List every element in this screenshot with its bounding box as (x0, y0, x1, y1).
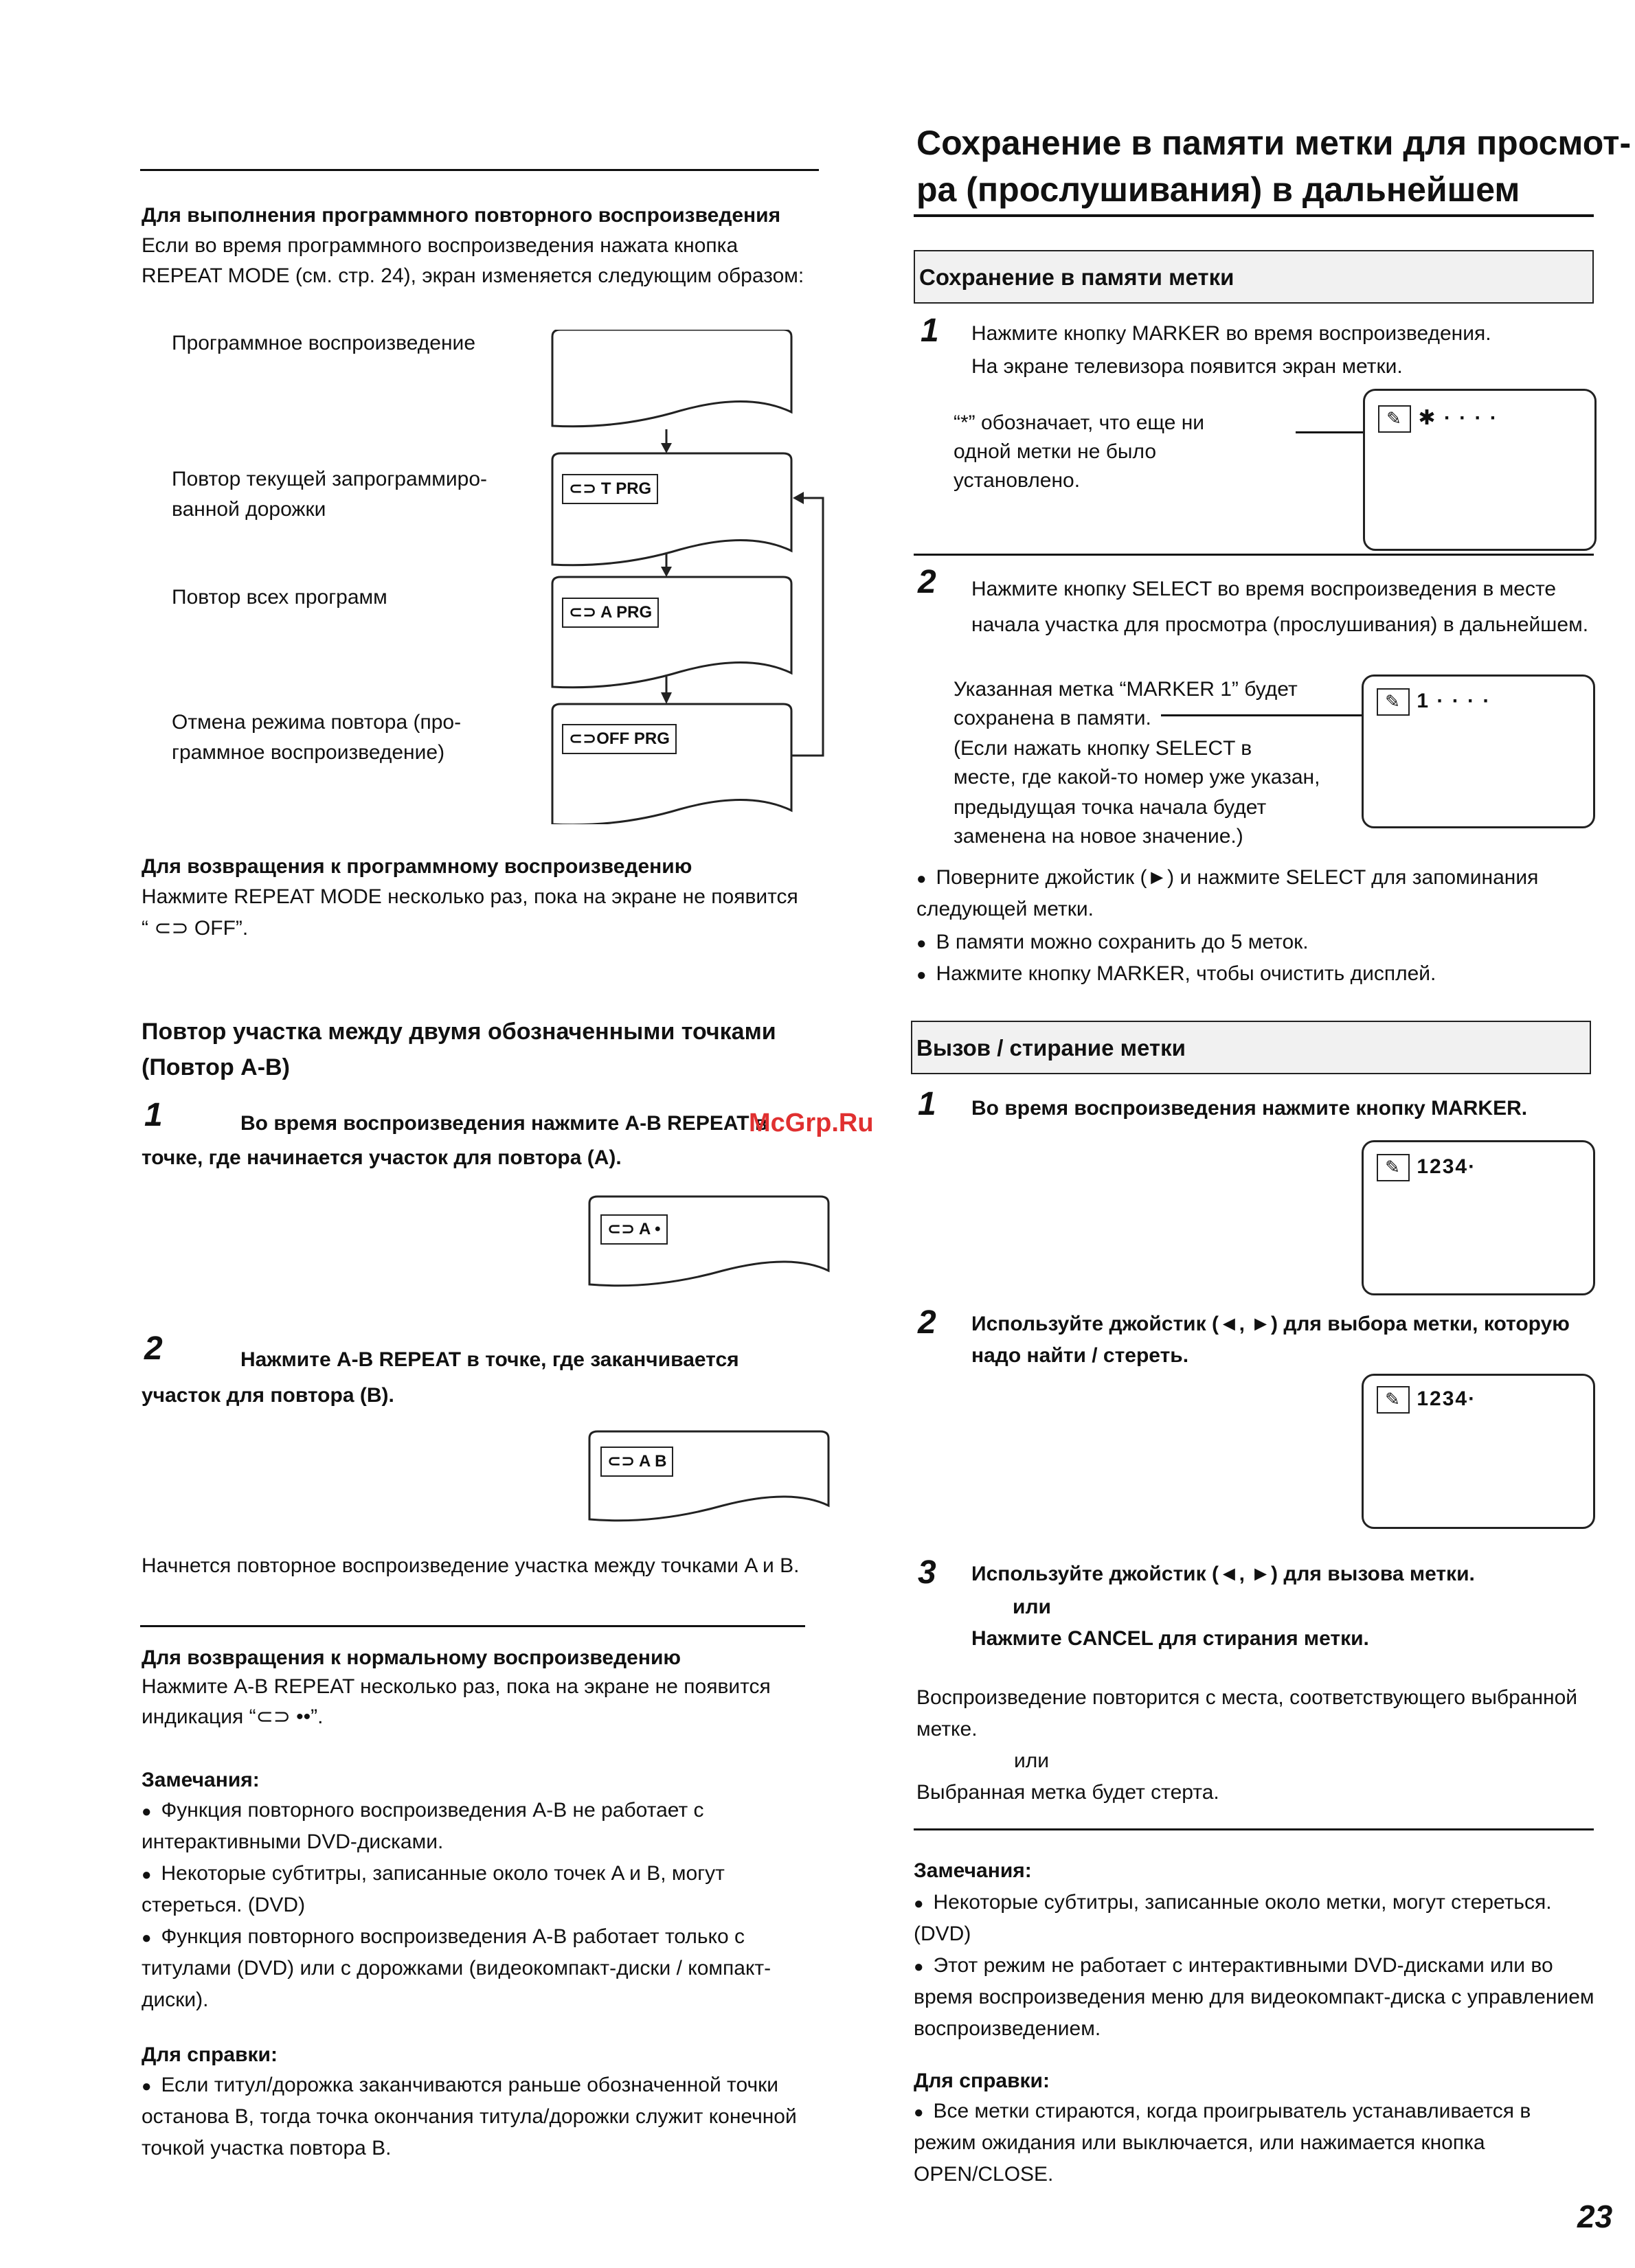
left-ref-2: останова B, тогда точка окончания титула/дорожки служит конечной (142, 2105, 797, 2128)
save-step-1-note-2: одной метки не было (954, 440, 1157, 463)
return-norm-heading: Для возвращения к нормальному воспроизведению (142, 1646, 681, 1669)
title-rule (914, 214, 1594, 217)
watermark: McGrp.Ru (749, 1109, 874, 1137)
osd-ab-ab: ⊂⊃ A B (600, 1447, 673, 1477)
ab-step-1-line-2: точке, где начинается участок для повтора (A). (142, 1146, 622, 1169)
recall-step-3-number: 3 (918, 1554, 936, 1591)
right-note-1a: ● Некоторые субтитры, записанные около метки, могут стереться. (914, 1887, 1552, 1919)
recall-result-or: или (1014, 1749, 1050, 1772)
save-step-1-line-2: На экране телевизора появится экран метки. (971, 355, 1403, 378)
pen-icon: ✎ (1378, 405, 1411, 433)
left-ref-3: точкой участка повтора B. (142, 2137, 392, 2159)
diagram-label-cancel-2: граммное воспроизведение) (172, 741, 445, 764)
left-note-2b: стереться. (DVD) (142, 1894, 306, 1916)
left-note-2a: ● Некоторые субтитры, записанные около точек A и B, могут (142, 1859, 725, 1890)
rule-right-notes (914, 1828, 1594, 1830)
right-ref-1: ● Все метки стираются, когда проигрыватель устанавливается в (914, 2096, 1531, 2128)
box-save-marker: Сохранение в памяти метки (914, 250, 1594, 304)
return-prog-heading: Для возвращения к программному воспроизведению (142, 855, 692, 878)
page-number: 23 (1577, 2199, 1613, 2234)
ab-step-2-line-2: участок для повтора (B). (142, 1384, 394, 1407)
diagram-label-repeat-track-2: ванной дорожки (172, 498, 326, 521)
recall-step-1-number: 1 (918, 1086, 936, 1122)
ab-heading-1: Повтор участка между двумя обозначенными точками (142, 1019, 776, 1045)
ab-result: Начнется повторное воспроизведение участка между точками A и B. (142, 1554, 800, 1577)
save-step-2-note-3: (Если нажать кнопку SELECT в (954, 737, 1252, 760)
save-step-1-note-3: установлено. (954, 469, 1081, 492)
diagram-label-cancel-1: Отмена режима повтора (про- (172, 711, 462, 734)
save-bullet-1a: ● Поверните джойстик (►) и нажмите SELECT для запоминания (916, 863, 1538, 894)
recall-result-2: метке. (916, 1718, 978, 1740)
save-step-2-note-4: месте, где какой-то номер уже указан, (954, 766, 1320, 789)
return-prog-text-2: “ ⊂⊃ OFF”. (142, 917, 249, 940)
save-bullet-3: ● Нажмите кнопку MARKER, чтобы очистить дисплей. (916, 959, 1436, 990)
left-notes-heading: Замечания: (142, 1769, 260, 1791)
osd-ab-a: ⊂⊃ A • (600, 1214, 668, 1245)
rule-step-2 (914, 554, 1594, 556)
ab-step-2-line-1: Нажмите A-B REPEAT в точке, где заканчивается (240, 1348, 739, 1371)
ab-step-1-line-1: Во время воспроизведения нажмите A-B REPEAT в (240, 1112, 768, 1135)
osd-marker-1234: ✎ 1234· (1377, 1154, 1476, 1181)
recall-result-3: Выбранная метка будет стерта. (916, 1781, 1219, 1804)
save-step-2-line-1: Нажмите кнопку SELECT во время воспроизведения в месте (971, 578, 1557, 600)
osd-marker-1: ✎ 1 · · · · (1377, 688, 1491, 716)
callout-line-2 (1161, 714, 1367, 716)
osd-marker-select: ✎ 1234· (1377, 1386, 1476, 1414)
pen-icon: ✎ (1377, 1386, 1410, 1414)
left-ref-1: ● Если титул/дорожка заканчиваются раньше обозначенной точки (142, 2070, 778, 2102)
ab-step-1-number: 1 (144, 1097, 163, 1133)
recall-step-3-line-2: Нажмите CANCEL для стирания метки. (971, 1627, 1369, 1650)
diagram-label-program: Программное воспроизведение (172, 332, 476, 354)
left-ref-heading: Для справки: (142, 2043, 278, 2066)
left-note-3c: диски). (142, 1988, 209, 2011)
right-note-2c: воспроизведением. (914, 2017, 1101, 2040)
recall-result-1: Воспроизведение повторится с места, соответствующего выбранной (916, 1686, 1578, 1709)
pen-icon: ✎ (1377, 688, 1410, 716)
left-note-1b: интерактивными DVD-дисками. (142, 1830, 444, 1853)
prog-text-1: Если во время программного воспроизведения нажата кнопка (142, 234, 738, 257)
prog-heading: Для выполнения программного повторного воспроизведения (142, 204, 781, 227)
left-note-3b: титулами (DVD) или с дорожками (видеокомпакт-диски / компакт- (142, 1957, 771, 1980)
save-step-1-line-1: Нажмите кнопку MARKER во время воспроизведения. (971, 322, 1491, 345)
ab-heading-2: (Повтор A-B) (142, 1054, 290, 1080)
prog-text-2: REPEAT MODE (см. стр. 24), экран изменяется следующим образом: (142, 264, 804, 287)
save-step-2-note-2: сохранена в памяти. (954, 707, 1151, 729)
right-note-1b: (DVD) (914, 1923, 971, 1945)
save-step-1-note-1: “*” обозначает, что еще ни (954, 411, 1205, 434)
right-ref-2: режим ожидания или выключается, или нажимается кнопка (914, 2131, 1485, 2154)
recall-step-3-line-1: Используйте джойстик (◄, ►) для вызова метки. (971, 1563, 1475, 1585)
diagram-label-repeat-all: Повтор всех программ (172, 586, 387, 609)
save-step-2-note-6: заменена на новое значение.) (954, 825, 1243, 848)
left-note-1a: ● Функция повторного воспроизведения A-B не работает с (142, 1795, 704, 1827)
pen-icon: ✎ (1377, 1154, 1410, 1181)
recall-step-2-line-1: Используйте джойстик (◄, ►) для выбора метки, которую (971, 1313, 1570, 1335)
top-rule-left (140, 169, 819, 171)
recall-step-2-number: 2 (918, 1304, 936, 1341)
rule-left-return (140, 1625, 805, 1627)
recall-step-2-line-2: надо найти / стереть. (971, 1344, 1189, 1367)
save-step-2-note-1: Указанная метка “MARKER 1” будет (954, 678, 1298, 701)
save-step-1-number: 1 (921, 313, 939, 349)
save-step-2-line-2: начала участка для просмотра (прослушивания) в дальнейшем. (971, 613, 1589, 636)
right-note-2a: ● Этот режим не работает с интерактивными DVD-дисками или во (914, 1951, 1553, 1982)
osd-screen-a (585, 1195, 833, 1305)
return-norm-text-2: индикация “⊂⊃ ••”. (142, 1705, 324, 1728)
right-note-2b: время воспроизведения меню для видеокомпакт-диска с управлением (914, 1986, 1594, 2008)
ab-step-2-number: 2 (144, 1330, 163, 1367)
save-step-2-note-5: предыдущая точка начала будет (954, 796, 1267, 819)
save-step-2-number: 2 (918, 564, 936, 600)
return-norm-text-1: Нажмите A-B REPEAT несколько раз, пока на экране не появится (142, 1675, 771, 1698)
right-ref-3: OPEN/CLOSE. (914, 2163, 1054, 2186)
osd-marker-empty: ✎ ✱ · · · · (1378, 405, 1498, 433)
right-ref-heading: Для справки: (914, 2069, 1050, 2092)
recall-step-3-or: или (1013, 1596, 1051, 1618)
return-prog-text-1: Нажмите REPEAT MODE несколько раз, пока на экране не появится (142, 885, 798, 908)
osd-repeat-off: ⊂⊃OFF PRG (562, 724, 677, 754)
save-bullet-1b: следующей метки. (916, 898, 1094, 920)
osd-repeat-track: ⊂⊃ T PRG (562, 474, 658, 504)
page-title-line-2: ра (прослушивания) в дальнейшем (916, 170, 1520, 209)
right-notes-heading: Замечания: (914, 1859, 1032, 1882)
save-bullet-2: ● В памяти можно сохранить до 5 меток. (916, 927, 1309, 959)
left-note-3a: ● Функция повторного воспроизведения A-B работает только с (142, 1922, 745, 1953)
diagram-label-repeat-track-1: Повтор текущей запрограммиро- (172, 468, 488, 490)
box-recall-erase: Вызов / стирание метки (911, 1021, 1591, 1074)
osd-repeat-all: ⊂⊃ A PRG (562, 598, 659, 628)
page-title-line-1: Сохранение в памяти метки для просмот- (916, 124, 1632, 162)
recall-step-1: Во время воспроизведения нажмите кнопку MARKER. (971, 1097, 1528, 1120)
